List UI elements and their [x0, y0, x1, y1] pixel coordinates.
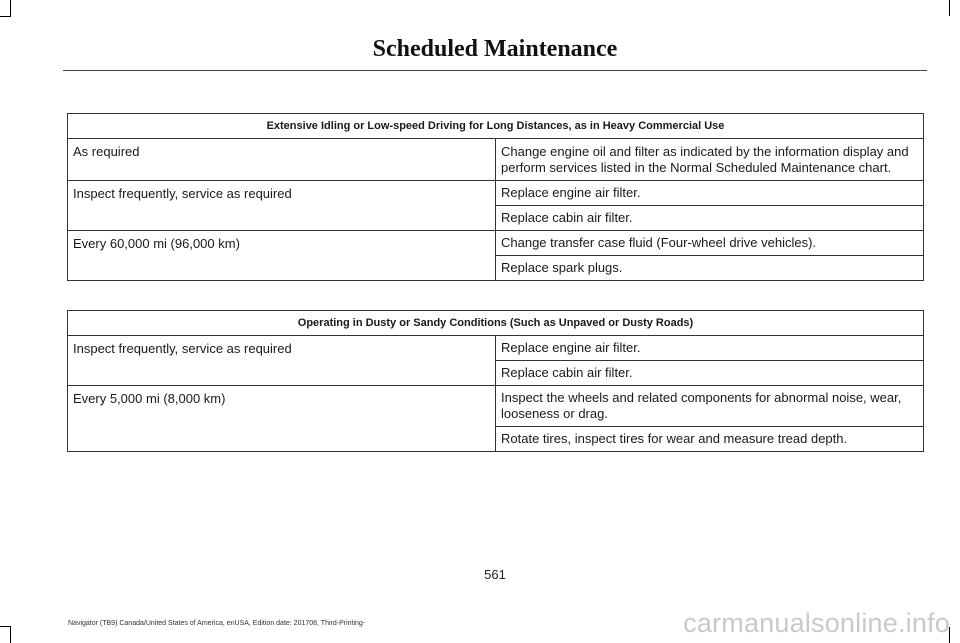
task-cell: Replace engine air filter. [496, 336, 924, 361]
interval-cell: As required [68, 139, 496, 181]
crop-mark [0, 626, 11, 627]
page-number: 561 [484, 567, 506, 582]
table-header-row [68, 114, 924, 139]
table-title: Operating in Dusty or Sandy Conditions (Such as Unpaved or Dusty Roads) [68, 311, 924, 336]
task-cell: Replace spark plugs. [496, 256, 924, 281]
interval-cell: Every 5,000 mi (8,000 km) [68, 386, 496, 452]
table-header-row [68, 311, 924, 336]
crop-mark [949, 0, 950, 16]
task-cell: Change engine oil and filter as indicated by the information display and perform services listed in the Normal Scheduled Maintenance chart. [496, 139, 924, 181]
task-cell: Change transfer case fluid (Four-wheel drive vehicles). [496, 231, 924, 256]
table-row [68, 336, 924, 361]
page-title: Scheduled Maintenance [372, 36, 618, 62]
edition-footer: Navigator (TB9) Canada/United States of America, enUSA, Edition date: 201708, Third-Printing- [68, 620, 366, 627]
table-row [68, 139, 924, 181]
interval-cell: Inspect frequently, service as required [68, 336, 496, 386]
watermark: carmanualsonline.info [683, 608, 950, 638]
interval-cell: Inspect frequently, service as required [68, 181, 496, 231]
maintenance-table-heavy-use [67, 113, 924, 281]
task-cell: Rotate tires, inspect tires for wear and measure tread depth. [496, 427, 924, 452]
maintenance-table-dusty-conditions [67, 310, 924, 452]
crop-mark [10, 627, 11, 643]
interval-cell: Every 60,000 mi (96,000 km) [68, 231, 496, 281]
title-divider [63, 70, 927, 71]
table-row [68, 386, 924, 427]
crop-mark [10, 0, 11, 16]
crop-mark [0, 16, 11, 17]
table-row [68, 231, 924, 256]
table-row [68, 181, 924, 206]
table-title: Extensive Idling or Low-speed Driving for Long Distances, as in Heavy Commercial Use [68, 114, 924, 139]
task-cell: Replace engine air filter. [496, 181, 924, 206]
task-cell: Inspect the wheels and related components for abnormal noise, wear, looseness or drag. [496, 386, 924, 427]
task-cell: Replace cabin air filter. [496, 206, 924, 231]
task-cell: Replace cabin air filter. [496, 361, 924, 386]
